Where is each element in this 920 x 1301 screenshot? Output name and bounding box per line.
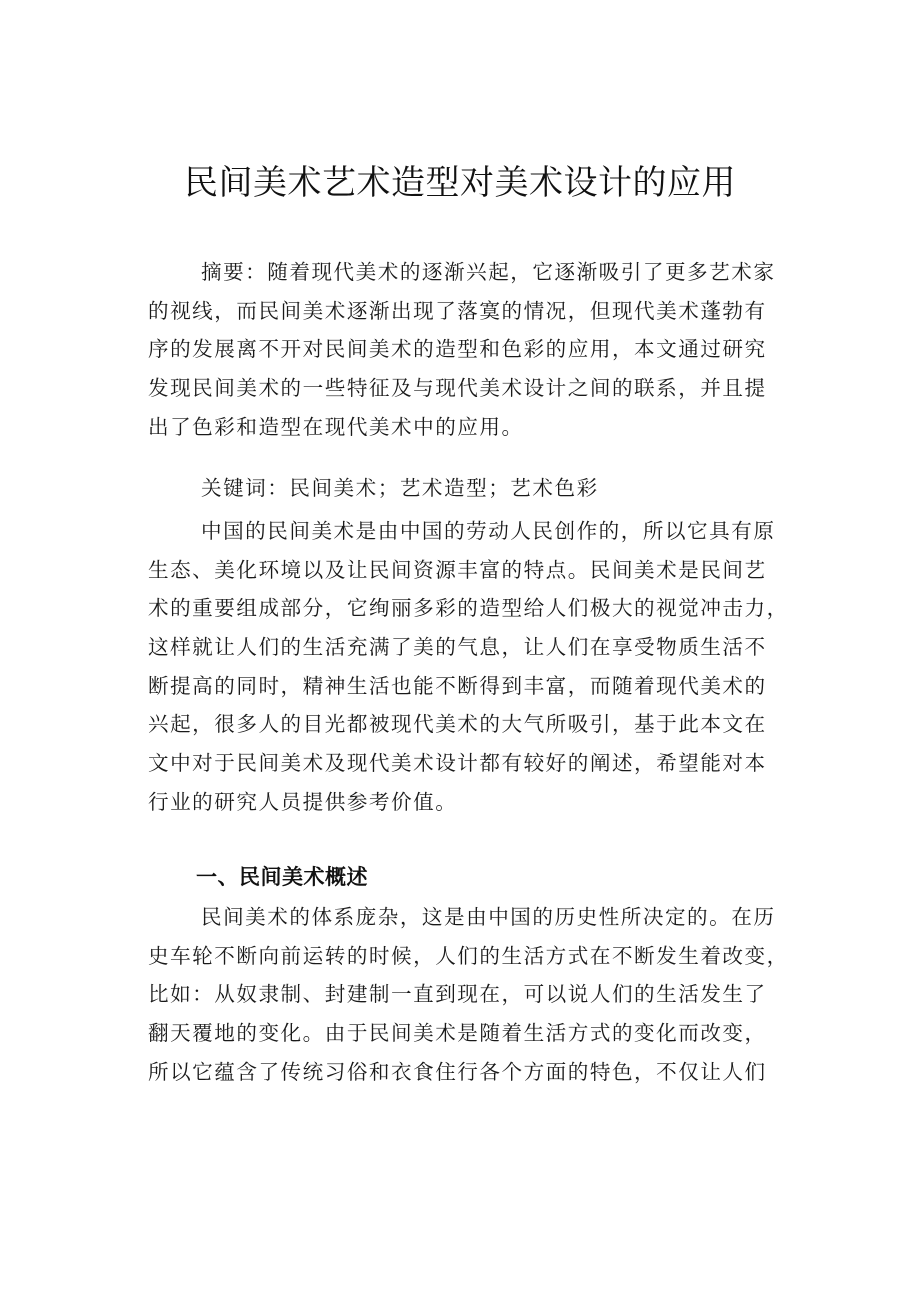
intro-paragraph bbox=[148, 512, 808, 822]
intro-line: 兴起，很多人的目光都被现代美术的大气所吸引，基于此本文在 bbox=[148, 712, 767, 737]
intro-line: 生态、美化环境以及让民间资源丰富的特点。民间美术是民间艺 bbox=[148, 557, 767, 582]
intro-line: 这样就让人们的生活充满了美的气息，让人们在享受物质生活不 bbox=[148, 635, 767, 660]
intro-line: 文中对于民间美术及现代美术设计都有较好的阐述，希望能对本 bbox=[148, 751, 767, 776]
section1-line: 翻天覆地的变化。由于民间美术是随着生活方式的变化而改变， bbox=[148, 1021, 767, 1046]
abstract-line: 序的发展离不开对民间美术的造型和色彩的应用，本文通过研究 bbox=[148, 337, 767, 362]
document-title: 民间美术艺术造型对美术设计的应用 bbox=[184, 163, 736, 203]
section-heading: 一、民间美术概述 bbox=[196, 865, 368, 889]
section1-paragraph bbox=[148, 898, 808, 1091]
abstract-line: 的视线，而民间美术逐渐出现了落寞的情况，但现代美术蓬勃有 bbox=[148, 298, 767, 323]
intro-line: 行业的研究人员提供参考价值。 bbox=[148, 789, 458, 814]
intro-line: 术的重要组成部分，它绚丽多彩的造型给人们极大的视觉冲击力， bbox=[148, 596, 789, 621]
abstract-line: 出了色彩和造型在现代美术中的应用。 bbox=[148, 414, 524, 439]
section1-line: 所以它蕴含了传统习俗和衣食住行各个方面的特色，不仅让人们 bbox=[148, 1059, 767, 1084]
section1-line: 比如：从奴隶制、封建制一直到现在，可以说人们的生活发生了 bbox=[148, 982, 767, 1007]
intro-line: 中国的民间美术是由中国的劳动人民创作的，所以它具有原 bbox=[201, 519, 776, 543]
intro-line: 断提高的同时，精神生活也能不断得到丰富，而随着现代美术的 bbox=[148, 673, 767, 698]
abstract-paragraph bbox=[148, 253, 808, 446]
abstract-line: 摘要：随着现代美术的逐渐兴起，它逐渐吸引了更多艺术家 bbox=[201, 260, 776, 284]
keywords-line: 关键词：民间美术；艺术造型；艺术色彩 bbox=[201, 476, 599, 500]
section1-line: 史车轮不断向前运转的时候，人们的生活方式在不断发生着改变， bbox=[148, 943, 789, 968]
abstract-line: 发现民间美术的一些特征及与现代美术设计之间的联系，并且提 bbox=[148, 376, 767, 401]
section1-line: 民间美术的体系庞杂，这是由中国的历史性所决定的。在历 bbox=[201, 905, 776, 929]
keywords-paragraph bbox=[148, 469, 808, 508]
